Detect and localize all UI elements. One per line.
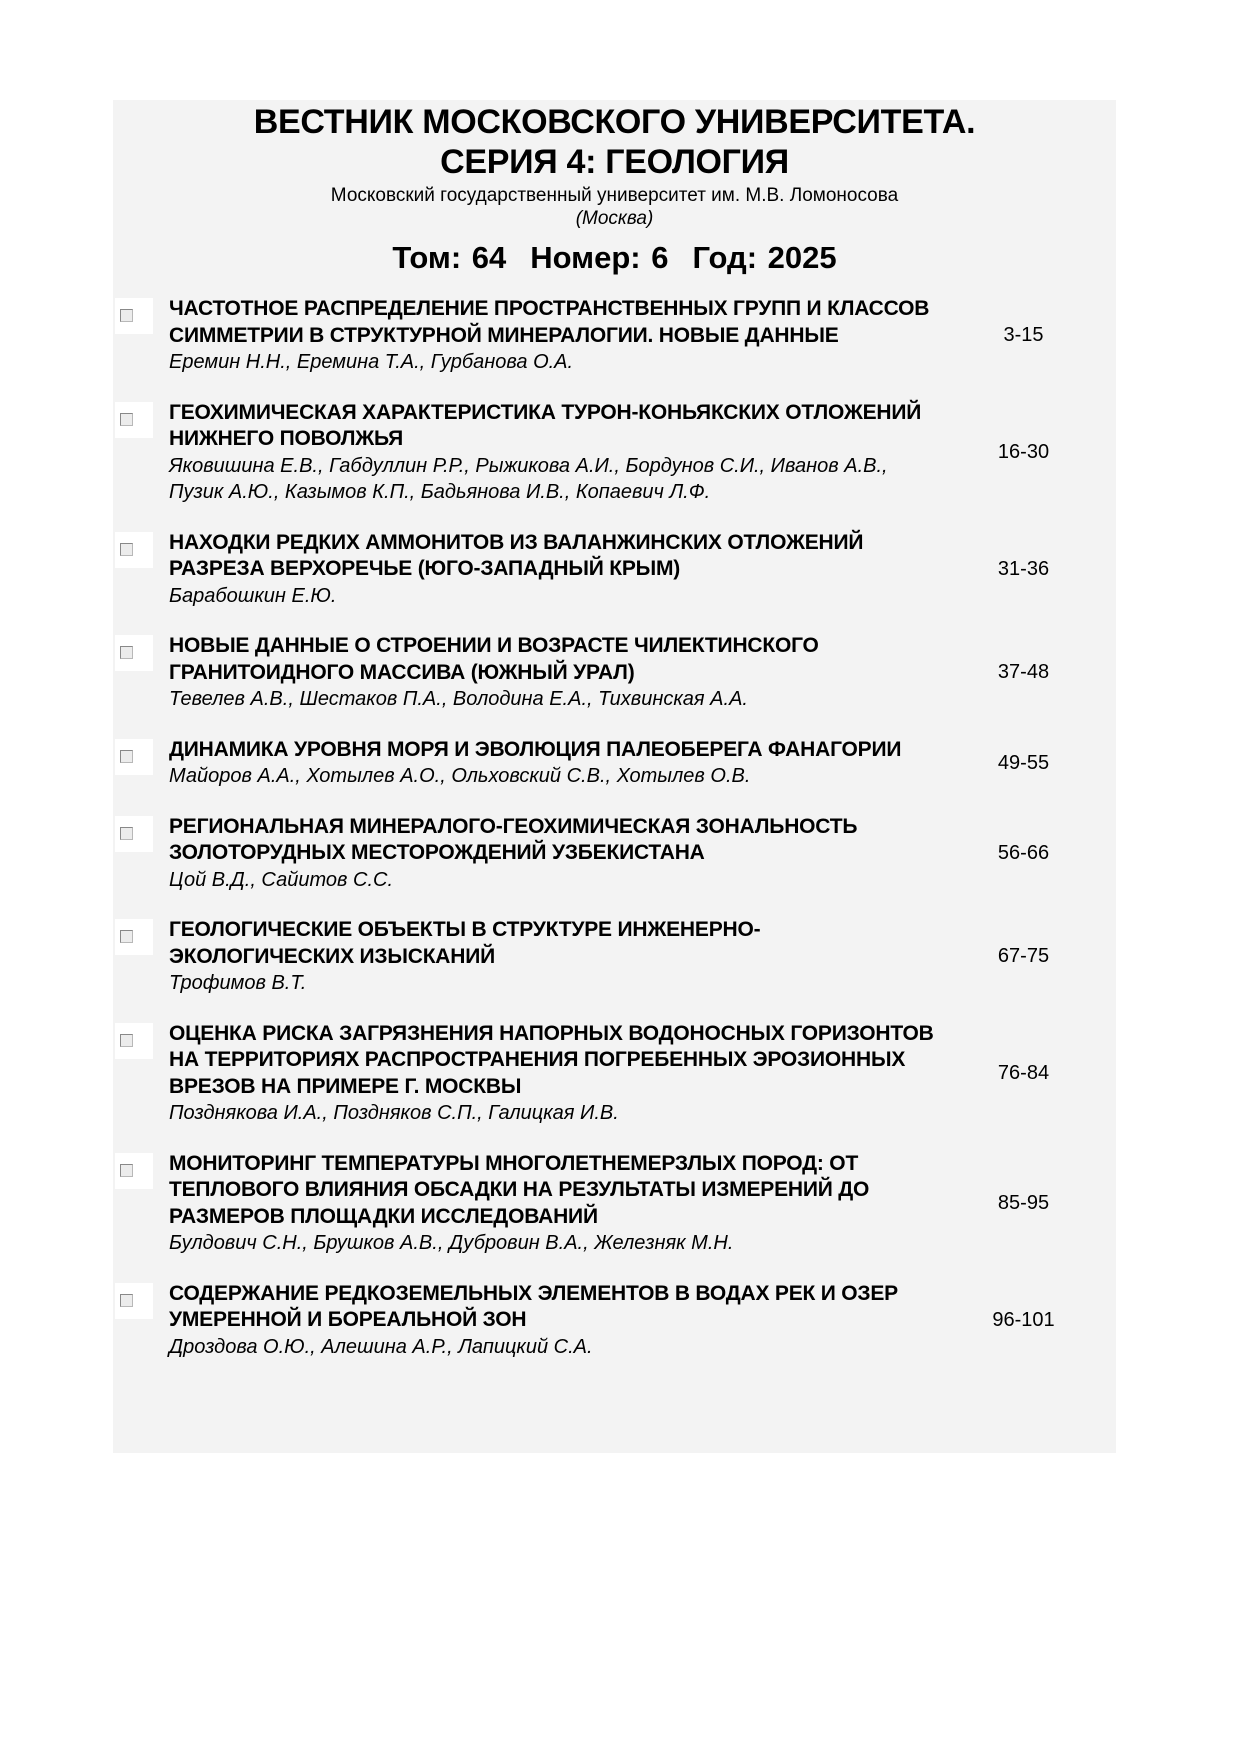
article-authors: Цой В.Д., Сайитов С.С. (169, 868, 394, 891)
article-checkbox[interactable] (115, 919, 153, 955)
article-authors: Еремин Н.Н., Еремина Т.А., Гурбанова О.А. (169, 351, 574, 373)
article-text (169, 917, 941, 997)
article-text (169, 737, 941, 790)
article-title[interactable]: РЕГИОНАЛЬНАЯ МИНЕРАЛОГО-ГЕОХИМИЧЕСКАЯ ЗОНАЛЬНОСТЬ ЗОЛОТОРУДНЫХ МЕСТОРОЖДЕНИЙ УЗБЕКИСТАНА (169, 814, 858, 864)
article-pages: 49-55 (997, 751, 1050, 774)
article-row (113, 814, 1116, 894)
article-checkbox[interactable] (115, 816, 153, 852)
article-checkbox[interactable] (115, 402, 153, 438)
issue-info (113, 238, 1116, 278)
article-authors: Позднякова И.А., Поздняков С.П., Галицкая И.В. (169, 1102, 619, 1124)
year: Год: 2025 (692, 240, 837, 275)
article-authors: Тевелев А.В., Шестаков П.А., Володина Е.А., Тихвинская А.А. (169, 688, 748, 710)
article-authors: Барабошкин Е.Ю. (169, 584, 337, 607)
article-row (113, 737, 1116, 790)
journal-title-line1: ВЕСТНИК МОСКОВСКОГО УНИВЕРСИТЕТА. (253, 103, 976, 141)
journal-title-line2: СЕРИЯ 4: ГЕОЛОГИЯ (440, 143, 789, 181)
article-text (169, 1021, 941, 1127)
article-pages: 76-84 (997, 1062, 1050, 1084)
article-pages: 3-15 (1003, 324, 1044, 347)
issue-number: Номер: 6 (530, 240, 669, 275)
article-checkbox[interactable] (115, 298, 153, 334)
article-row (113, 1151, 1116, 1257)
article-text (169, 814, 941, 894)
publisher-city: (Москва) (575, 208, 654, 229)
article-row (113, 1281, 1116, 1361)
article-row (113, 530, 1116, 610)
article-title[interactable]: МОНИТОРИНГ ТЕМПЕРАТУРЫ МНОГОЛЕТНЕМЕРЗЛЫХ ПОРОД: ОТ ТЕПЛОВОГО ВЛИЯНИЯ ОБСАДКИ НА РЕЗУЛЬТАТЫ ИЗМЕРЕНИЙ ДО РАЗМЕРОВ ПЛОЩАДКИ ИССЛЕДОВАНИЙ (169, 1151, 870, 1228)
article-checkbox[interactable] (115, 1283, 153, 1319)
article-row (113, 917, 1116, 997)
article-pages: 56-66 (997, 841, 1050, 864)
article-checkbox[interactable] (115, 532, 153, 568)
journal-contents-panel (113, 100, 1116, 1453)
article-list (113, 296, 1116, 1384)
journal-header (113, 100, 1116, 278)
article-title[interactable]: ГЕОХИМИЧЕСКАЯ ХАРАКТЕРИСТИКА ТУРОН-КОНЬЯКСКИХ ОТЛОЖЕНИЙ НИЖНЕГО ПОВОЛЖЬЯ (169, 400, 922, 450)
article-text (169, 633, 941, 713)
article-title[interactable]: ЧАСТОТНОЕ РАСПРЕДЕЛЕНИЕ ПРОСТРАНСТВЕННЫХ ГРУПП И КЛАССОВ СИММЕТРИИ В СТРУКТУРНОЙ МИНЕРАЛОГИИ. НОВЫЕ ДАННЫЕ (169, 297, 930, 347)
article-checkbox[interactable] (115, 635, 153, 671)
article-title[interactable]: ОЦЕНКА РИСКА ЗАГРЯЗНЕНИЯ НАПОРНЫХ ВОДОНОСНЫХ ГОРИЗОНТОВ НА ТЕРРИТОРИЯХ РАСПРОСТРАНЕНИЯ ПОГРЕБЕННЫХ ЭРОЗИОННЫХ ВРЕЗОВ НА ПРИМЕРЕ Г. МОСКВЫ (169, 1021, 934, 1098)
article-text (169, 1151, 941, 1257)
article-authors: Булдович С.Н., Брушков А.В., Дубровин В.А., Железняк М.Н. (169, 1232, 734, 1254)
article-pages: 16-30 (997, 441, 1050, 463)
article-checkbox[interactable] (115, 739, 153, 775)
article-authors: Майоров А.А., Хотылев А.О., Ольховский С.В., Хотылев О.В. (169, 765, 751, 787)
article-row (113, 400, 1116, 506)
article-row (113, 633, 1116, 713)
article-authors: Дроздова О.Ю., Алешина А.Р., Лапицкий С.А. (169, 1335, 593, 1358)
article-pages: 31-36 (997, 557, 1050, 580)
article-authors: Яковишина Е.В., Габдуллин Р.Р., Рыжикова А.И., Бордунов С.И., Иванов А.В., Пузик А.Ю., Казымов К.П., Бадьянова И.В., Копаевич Л.Ф. (169, 454, 888, 503)
article-title[interactable]: НАХОДКИ РЕДКИХ АММОНИТОВ ИЗ ВАЛАНЖИНСКИХ ОТЛОЖЕНИЙ РАЗРЕЗА ВЕРХОРЕЧЬЕ (ЮГО-ЗАПАДНЫЙ КРЫМ) (169, 530, 864, 580)
article-authors: Трофимов В.Т. (169, 972, 307, 994)
article-text (169, 296, 941, 376)
article-checkbox[interactable] (115, 1023, 153, 1059)
volume: Том: 64 (392, 240, 507, 275)
publisher: Московский государственный университет им. М.В. Ломоносова (330, 185, 899, 206)
article-title[interactable]: ДИНАМИКА УРОВНЯ МОРЯ И ЭВОЛЮЦИЯ ПАЛЕОБЕРЕГА ФАНАГОРИИ (169, 737, 902, 761)
article-title[interactable]: НОВЫЕ ДАННЫЕ О СТРОЕНИИ И ВОЗРАСТЕ ЧИЛЕКТИНСКОГО ГРАНИТОИДНОГО МАССИВА (ЮЖНЫЙ УРАЛ) (169, 634, 819, 684)
article-pages: 67-75 (997, 945, 1050, 968)
article-pages: 96-101 (992, 1308, 1055, 1331)
article-title[interactable]: ГЕОЛОГИЧЕСКИЕ ОБЪЕКТЫ В СТРУКТУРЕ ИНЖЕНЕРНО-ЭКОЛОГИЧЕСКИХ ИЗЫСКАНИЙ (169, 918, 761, 968)
article-text (169, 1281, 941, 1361)
article-text (169, 530, 941, 610)
article-row (113, 1021, 1116, 1127)
article-pages: 85-95 (997, 1192, 1050, 1214)
article-checkbox[interactable] (115, 1153, 153, 1189)
article-title[interactable]: СОДЕРЖАНИЕ РЕДКОЗЕМЕЛЬНЫХ ЭЛЕМЕНТОВ В ВОДАХ РЕК И ОЗЕР УМЕРЕННОЙ И БОРЕАЛЬНОЙ ЗОН (169, 1281, 898, 1331)
article-row (113, 296, 1116, 376)
article-pages: 37-48 (997, 661, 1050, 684)
article-text (169, 400, 941, 506)
